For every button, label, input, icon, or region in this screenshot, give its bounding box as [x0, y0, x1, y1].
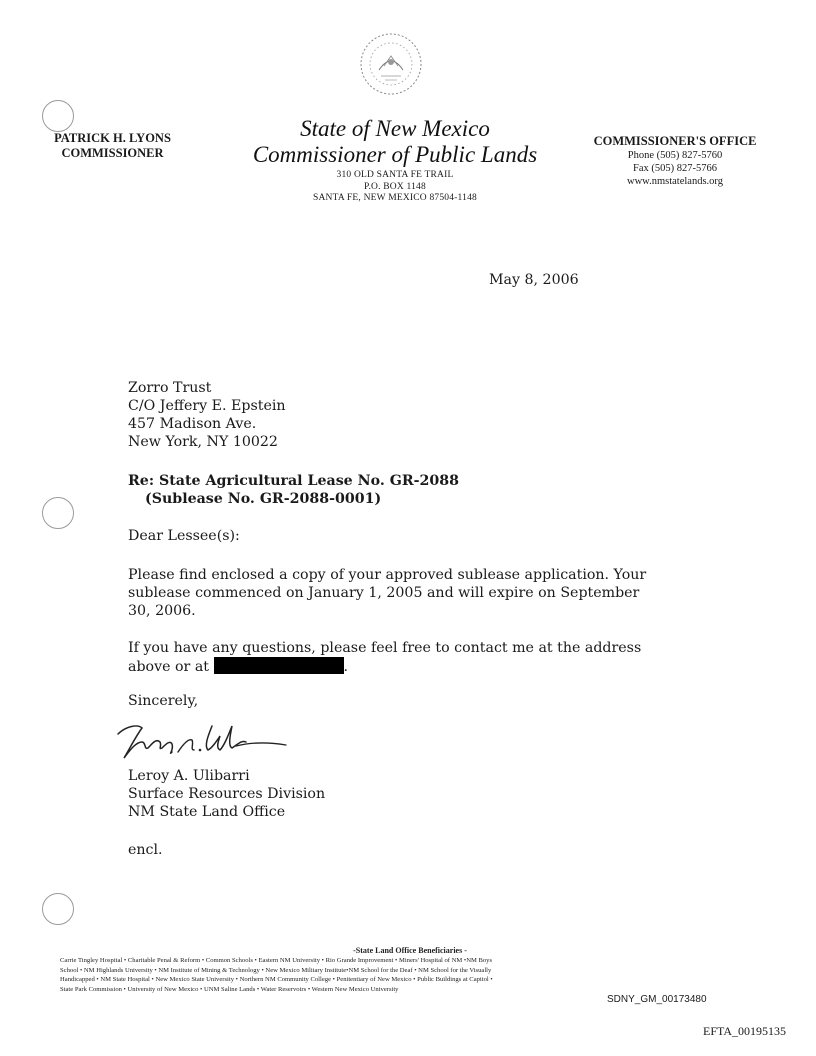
footer-line: Handicapped • NM State Hospital • New Mexico State University • Northern NM Community College • Penitentiary of New Mexico • Public Buildings at Capitol •	[60, 976, 493, 984]
commissioner-name: PATRICK H. LYONS	[54, 131, 171, 145]
recipient-line: 457 Madison Ave.	[128, 416, 257, 432]
subject-subline: (Sublease No. GR-2088-0001)	[145, 491, 382, 507]
punch-hole-bottom	[42, 893, 74, 925]
footer-line: State Park Commission • University of New Mexico • UNM Saline Lands • Water Reservoirs • Western New Mexico University	[60, 985, 399, 993]
handwritten-signature	[112, 712, 292, 764]
beneficiaries-footer	[60, 945, 760, 994]
paragraph-line: Please find enclosed a copy of your approved sublease application. Your	[128, 567, 647, 583]
letterhead-center	[240, 116, 550, 205]
office-title: Commissioner of Public Lands	[252, 142, 538, 167]
punch-hole-top	[42, 100, 74, 132]
commissioner-title: COMMISSIONER	[61, 146, 164, 160]
punch-hole-middle	[42, 497, 74, 529]
subject-block	[128, 472, 459, 508]
paragraph-line-end: .	[343, 659, 349, 675]
fax-number: Fax (505) 827-5766	[633, 163, 717, 174]
paragraph-line: 30, 2006.	[128, 603, 196, 619]
website: www.nmstatelands.org	[627, 176, 723, 187]
closing: Sincerely,	[128, 693, 199, 709]
signer-block	[128, 767, 325, 821]
office-contact-block	[580, 134, 770, 188]
enclosure-note: encl.	[128, 842, 163, 858]
address-line: 310 OLD SANTA FE TRAIL	[336, 170, 454, 180]
paragraph-line: sublease commenced on January 1, 2005 and will expire on September	[128, 585, 640, 601]
signer-name: Leroy A. Ulibarri	[128, 768, 250, 784]
letter-date: May 8, 2006	[489, 272, 579, 288]
body-paragraph-2	[128, 639, 641, 676]
redaction-box	[214, 657, 344, 674]
salutation: Dear Lessee(s):	[128, 528, 240, 544]
office-name: COMMISSIONER'S OFFICE	[593, 134, 757, 148]
signer-office: NM State Land Office	[128, 804, 286, 820]
recipient-line: New York, NY 10022	[128, 434, 278, 450]
footer-line: School • NM Highlands University • NM Institute of Mining & Technology • New Mexico Military Institute•NM School for the Deaf • NM School for the Visually	[60, 966, 492, 974]
footer-heading: -State Land Office Beneficiaries -	[353, 946, 467, 955]
paragraph-line-start: above or at	[128, 659, 209, 675]
signer-division: Surface Resources Division	[128, 786, 326, 802]
paragraph-line-with-redaction	[128, 657, 641, 676]
address-line: SANTA FE, NEW MEXICO 87504-1148	[312, 193, 478, 203]
recipient-line: Zorro Trust	[128, 380, 212, 396]
recipient-address	[128, 379, 286, 451]
state-title: State of New Mexico	[300, 116, 490, 141]
commissioner-block	[40, 131, 185, 161]
body-paragraph-1	[128, 566, 646, 620]
bates-number: SDNY_GM_00173480	[607, 994, 707, 1005]
footer-line: Carrie Tingley Hospital • Charitable Penal & Reform • Common Schools • Eastern NM University • Rio Grande Improvement • Miners' Hospital of NM •NM Boys	[60, 957, 493, 964]
paragraph-line: If you have any questions, please feel free to contact me at the address	[128, 640, 642, 656]
state-seal-image	[357, 26, 425, 102]
subject-line: Re: State Agricultural Lease No. GR-2088	[128, 473, 459, 489]
recipient-line: C/O Jeffery E. Epstein	[128, 398, 286, 414]
phone-number: Phone (505) 827-5760	[627, 150, 723, 161]
efta-number: EFTA_00195135	[703, 1024, 787, 1038]
address-line: P.O. BOX 1148	[364, 181, 426, 192]
